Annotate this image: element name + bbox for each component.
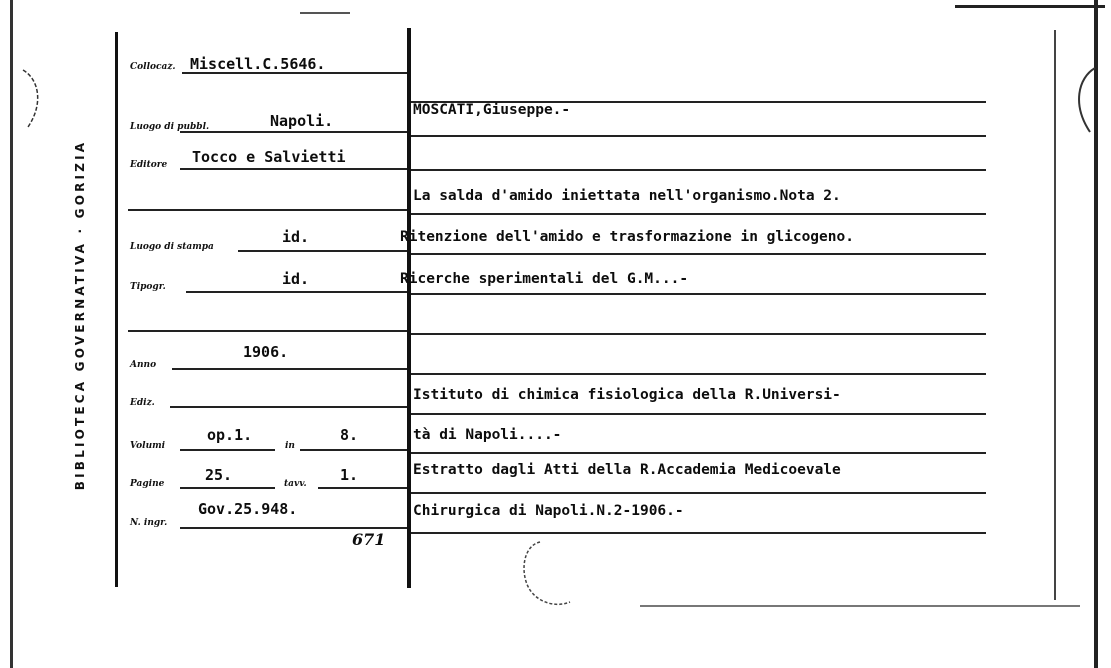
tipografo-label: Tipogr.: [130, 282, 166, 292]
field-rule: [318, 487, 407, 489]
pagine-value: 25.: [205, 466, 233, 484]
collocazione-value: Miscell.C.5646.: [190, 55, 326, 73]
editore-value: Tocco e Salvietti: [192, 148, 346, 166]
tavole-value: 1.: [340, 466, 359, 484]
volumi-in-value: 8.: [340, 426, 359, 444]
handwritten-mark: 671: [352, 530, 386, 549]
content-rule: [411, 532, 986, 534]
field-rule: [186, 291, 407, 293]
title-line: Estratto dagli Atti della R.Accademia Medicoevale: [413, 462, 841, 478]
field-rule: [300, 449, 407, 451]
field-rule: [128, 330, 407, 332]
luogo-stampa-value: id.: [282, 228, 310, 246]
hole-punch-mark: [500, 530, 590, 620]
volumi-label: Volumi: [130, 441, 166, 451]
n-ingr-label: N. ingr.: [130, 518, 168, 528]
content-rule: [411, 169, 986, 171]
right-inner-edge: [1054, 30, 1056, 600]
content-rule: [411, 213, 986, 215]
author-heading: MOSCATI,Giuseppe.-: [413, 102, 571, 118]
anno-value: 1906.: [243, 343, 289, 361]
n-ingr-value: Gov.25.948.: [198, 500, 298, 518]
editore-label: Editore: [130, 160, 168, 170]
title-line: Chirurgica di Napoli.N.2-1906.-: [413, 503, 684, 519]
pagine-label: Pagine: [130, 479, 165, 489]
content-rule: [411, 253, 986, 255]
field-rule: [180, 131, 407, 133]
library-header-vertical: BIBLIOTECA GOVERNATIVA · GORIZIA: [73, 139, 87, 491]
luogo-pubbl-label: Luogo di pubbl.: [130, 122, 210, 132]
volumi-in-label: in: [285, 441, 295, 451]
content-rule: [411, 413, 986, 415]
title-line: La salda d'amido iniettata nell'organismo.Nota 2.: [413, 188, 841, 204]
bottom-scan-edge: [640, 605, 1080, 607]
right-bracket-mark: [1060, 60, 1100, 140]
title-line: Istituto di chimica fisiologica della R.Universi-: [413, 387, 841, 403]
title-line: Ricerche sperimentali del G.M...-: [400, 271, 689, 287]
content-rule: [411, 373, 986, 375]
field-rule: [180, 487, 275, 489]
center-column-rule: [407, 28, 411, 588]
content-rule: [411, 293, 986, 295]
volumi-value: op.1.: [207, 426, 253, 444]
field-rule: [238, 250, 407, 252]
edizione-label: Ediz.: [130, 398, 155, 408]
anno-label: Anno: [130, 360, 157, 370]
title-line: Ritenzione dell'amido e trasformazione in glicogeno.: [400, 229, 854, 245]
field-rule: [180, 449, 275, 451]
field-rule: [128, 209, 407, 211]
collocazione-label: Collocaz.: [130, 62, 176, 72]
luogo-stampa-label: Luogo di stampa: [130, 242, 214, 252]
luogo-pubbl-value: Napoli.: [270, 112, 334, 130]
field-rule: [180, 168, 407, 170]
left-card-edge: [10, 0, 13, 668]
field-rule: [172, 368, 407, 370]
top-card-edge-short: [300, 12, 350, 14]
content-rule: [411, 452, 986, 454]
content-rule: [411, 135, 986, 137]
title-line: tà di Napoli....-: [413, 427, 562, 443]
left-column-rule: [115, 32, 118, 587]
content-rule: [411, 333, 986, 335]
field-rule: [180, 527, 407, 529]
content-rule: [411, 492, 986, 494]
tavole-label: tavv.: [284, 479, 307, 489]
field-rule: [170, 406, 407, 408]
left-bracket-mark: [18, 65, 48, 135]
tipografo-value: id.: [282, 270, 310, 288]
top-card-edge: [955, 5, 1105, 8]
